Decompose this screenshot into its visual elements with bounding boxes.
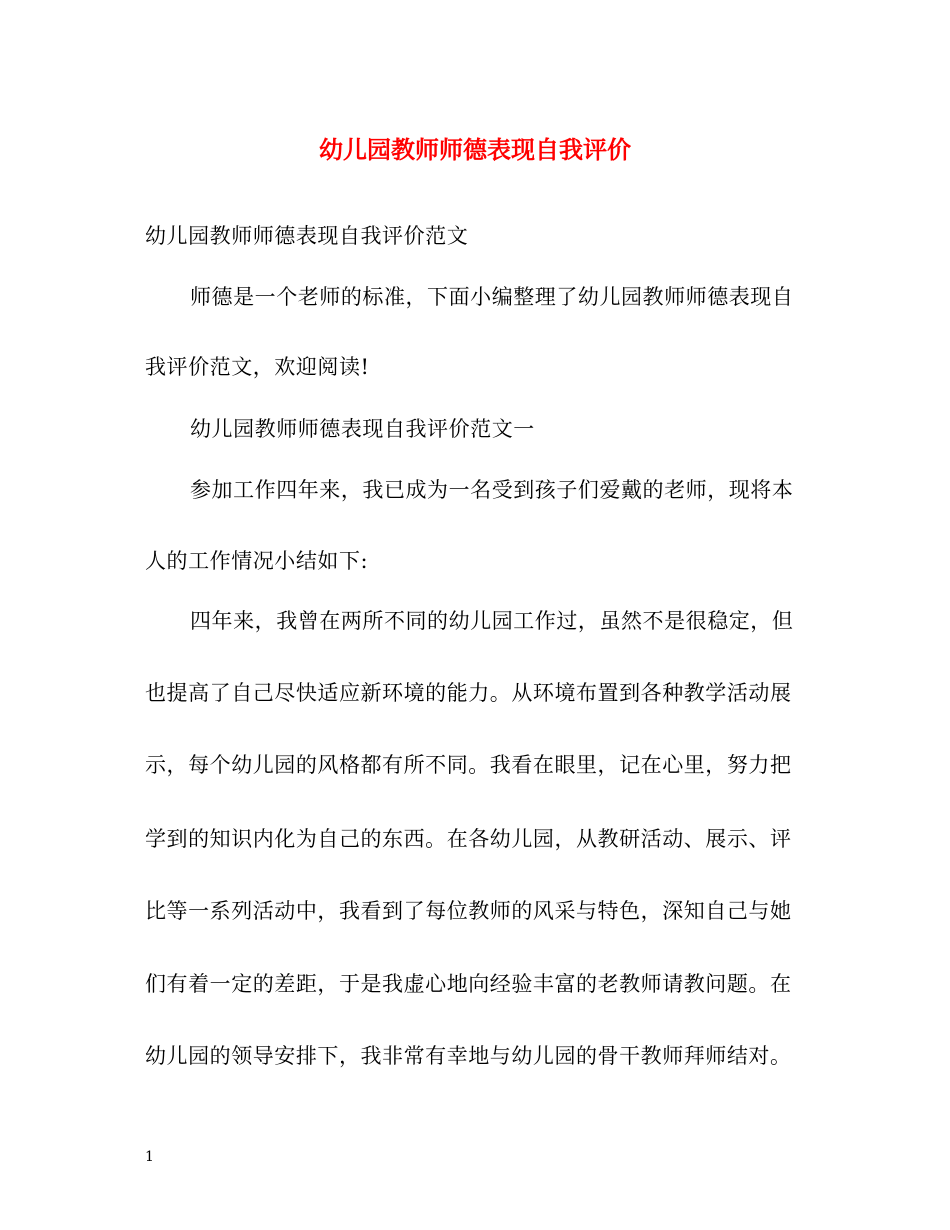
- paragraph-line: 也提高了自己尽快适应新环境的能力。从环境布置到各种教学活动展: [145, 681, 792, 705]
- paragraph-line: 们有着一定的差距，于是我虚心地向经验丰富的老教师请教问题。在: [145, 972, 792, 996]
- page-number: 1: [145, 1149, 154, 1165]
- section-heading: 幼儿园教师师德表现自我评价范文一: [190, 417, 535, 441]
- paragraph-line: 师德是一个老师的标准，下面小编整理了幼儿园教师师德表现自: [190, 285, 794, 309]
- paragraph-line: 比等一系列活动中，我看到了每位教师的风采与特色，深知自己与她: [145, 899, 792, 923]
- paragraph-line: 幼儿园的领导安排下，我非常有幸地与幼儿园的骨干教师拜师结对。: [145, 1044, 792, 1068]
- document-title: 幼儿园教师师德表现自我评价: [319, 135, 631, 164]
- paragraph-line: 学到的知识内化为自己的东西。在各幼儿园，从教研活动、展示、评: [145, 827, 792, 851]
- paragraph-line: 示，每个幼儿园的风格都有所不同。我看在眼里，记在心里，努力把: [145, 753, 792, 777]
- paragraph-line: 四年来，我曾在两所不同的幼儿园工作过，虽然不是很稳定，但: [190, 609, 794, 633]
- paragraph-line: 我评价范文，欢迎阅读!: [145, 355, 370, 379]
- paragraph-line: 人的工作情况小结如下:: [145, 549, 369, 573]
- paragraph-line: 参加工作四年来，我已成为一名受到孩子们爱戴的老师，现将本: [190, 478, 794, 502]
- subtitle-line: 幼儿园教师师德表现自我评价范文: [145, 224, 469, 248]
